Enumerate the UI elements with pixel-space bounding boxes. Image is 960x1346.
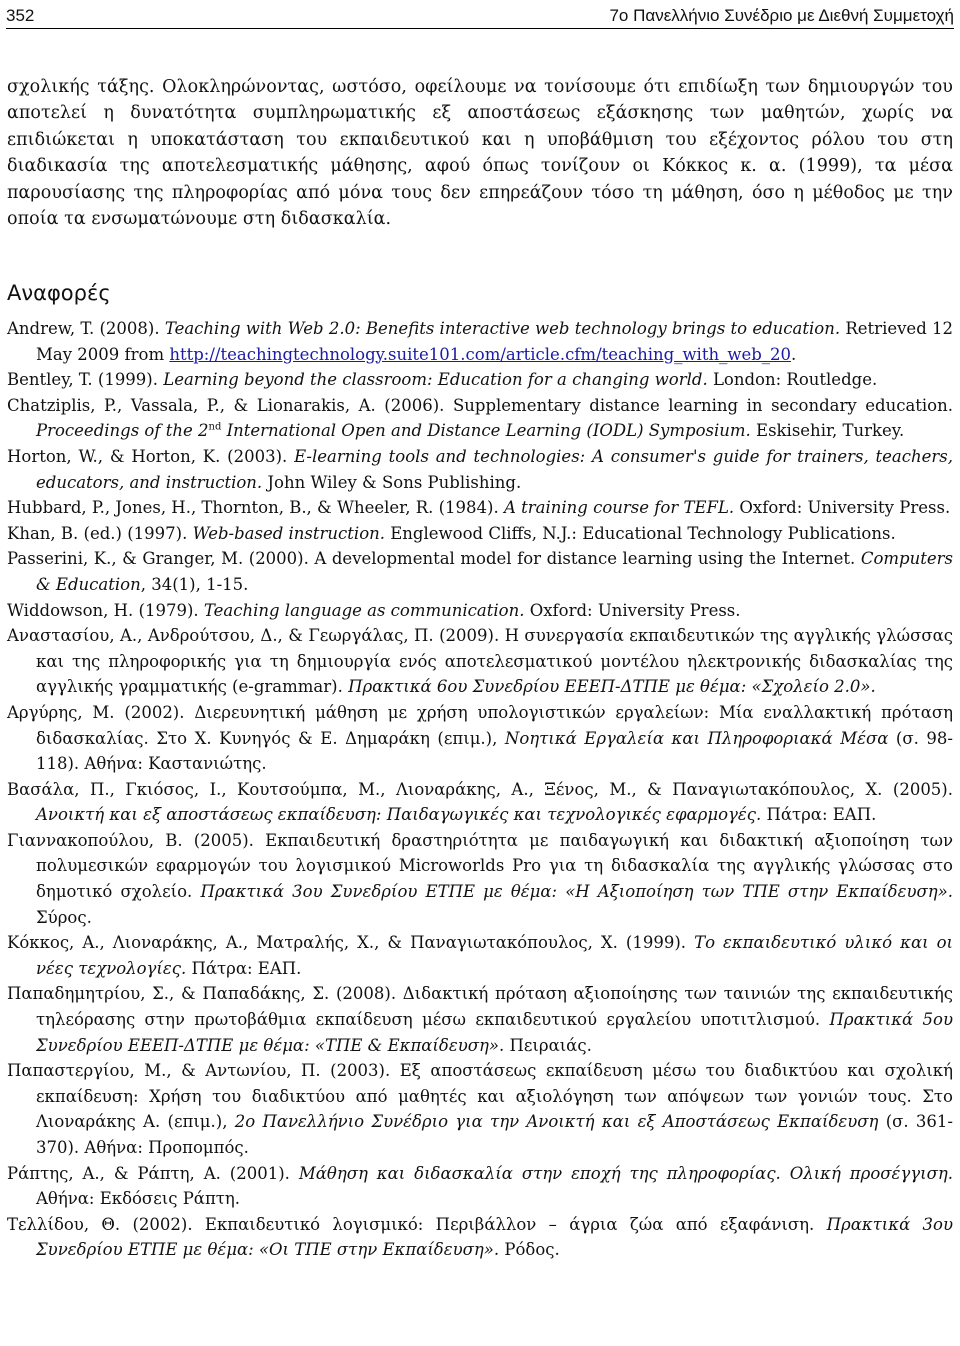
intro-paragraph: σχολικής τάξης. Ολοκληρώνοντας, ωστόσο, οφείλουμε να τονίσουμε ότι επιδίωξη των δημιουργών του αποτελεί η δυνατότητα συμπληρωματικής εξ αποστάσεως εξάσκησης των μαθητών, χωρίς να επιδιώκεται η υποκατάσταση του εκπαιδευτικού και η υποβάθμιση του εξέχοντος ρόλου του στη διαδικασία της αποτελεσματικής μάθησης, αφού όπως τονίζουν οι Κόκκος κ. α. (1999), τα μέσα παρουσίασης της πληροφορίας από μόνα τους δεν επηρεάζουν τόσο τη μάθηση, όσο η μέθοδος με την οποία τα ενσωματώνουμε στη διδασκαλία. [7,77,953,230]
reference-item: Passerini, K., & Granger, M. (2000). A developmental model for distance learning using the Internet. Computers & Education, 34(1), 1-15. [7,549,953,594]
reference-item: Chatziplis, P., Vassala, P., & Lionarakis, A. (2006). Supplementary distance learning in secondary education. Proceedings of the 2nd International Open and Distance Learning (IODL) Symposium. Eskisehir, Turkey. [7,395,953,441]
reference-item: Αργύρης, Μ. (2002). Διερευνητική μάθηση με χρήση υπολογιστικών εργαλείων: Μία εναλλακτική πρόταση διδασκαλίας. Στο Χ. Κυνηγός & Ε. Δημαράκη (επιμ.), Νοητικά Εργαλεία και Πληροφοριακά Μέσα (σ. 98-118). Αθήνα: Καστανιώτης. [7,702,953,774]
reference-title: Web-based instruction. [192,523,386,543]
reference-title: Learning beyond the classroom: Education for a changing world. [163,370,708,390]
reference-item: Παπαδημητρίου, Σ., & Παπαδάκης, Σ. (2008). Διδακτική πρόταση αξιοποίησης των ταινιών της εκπαιδευτικής τηλεόρασης στην πρωτοβάθμια εκπαίδευση μέσω εκπαιδευτικού εργαλείου υποτιτλισμού. Πρακτικά 5ου Συνεδρίου ΕΕΕΠ-ΔΤΠΕ με θέμα: «ΤΠΕ & Εκπαίδευση». Πειραιάς. [7,984,953,1055]
reference-item: Andrew, T. (2008). Teaching with Web 2.0: Benefits interactive web technology brings to education. Retrieved 12 May 2009 from http://teachingtechnology.suite101.com/article.cfm/teaching_with_web_20. [7,319,953,364]
reference-title: Το εκπαιδευτικό υλικό και οι νέες τεχνολογίες. [36,933,953,978]
reference-item: Παπαστεργίου, Μ., & Αντωνίου, Π. (2003). Εξ αποστάσεως εκπαίδευση μέσω του διαδικτύου και σχολική εκπαίδευση: Χρήση του διαδικτύου από μαθητές και αξιολόγηση των απόψεων των γονιών τους. Στο Λιοναράκης Α. (επιμ.), 2ο Πανελλήνιο Συνέδριο για την Ανοικτή και εξ Αποστάσεως Εκπαίδευση (σ. 361-370). Αθήνα: Προπομπός. [7,1061,954,1157]
reference-item: Widdowson, H. (1979). Teaching language as communication. Oxford: University Press. [7,600,741,620]
page-number: 352 [6,6,35,25]
reference-title: Teaching language as communication. [203,600,525,620]
reference-title: A training course for TEFL. [503,498,735,518]
reference-title: 2ο Πανελλήνιο Συνέδριο για την Ανοικτή και εξ Αποστάσεως Εκπαίδευση [234,1112,879,1132]
reference-item: Γιαννακοπούλου, Β. (2005). Εκπαιδευτική δραστηριότητα με παιδαγωγική και διδακτική αξιοποίηση των πολυμεσικών εφαρμογών του λογισμικού Microworlds Pro για τη διδασκαλία της αγγλικής γλώσσας στο δημοτικό σχολείο. Πρακτικά 3ου Συνεδρίου ΕΤΠΕ με θέμα: «Η Αξιοποίηση των ΤΠΕ στην Εκπαίδευση». Σύρος. [7,830,953,927]
reference-item: Khan, B. (ed.) (1997). Web-based instruction. Englewood Cliffs, N.J.: Educational Technology Publications. [7,523,896,543]
reference-item: Horton, W., & Horton, K. (2003). E-learning tools and technologies: A consumer's guide for trainers, teachers, educators, and instruction. John Wiley & Sons Publishing. [7,446,953,492]
reference-title: Πρακτικά 3ου Συνεδρίου ΕΤΠΕ με θέμα: «Οι ΤΠΕ στην Εκπαίδευση». [36,1214,953,1260]
ordinal-suffix: nd [208,421,222,433]
reference-title: Πρακτικά 3ου Συνεδρίου ΕΤΠΕ με θέμα: «Η Αξιοποίηση των ΤΠΕ στην Εκπαίδευση». [200,882,953,902]
reference-title: Ανοικτή και εξ αποστάσεως εκπαίδευση: Παιδαγωγικές και τεχνολογικές εφαρμογές. [36,805,762,825]
reference-title: Proceedings of the 2 [36,421,209,441]
reference-item: Bentley, T. (1999). Learning beyond the classroom: Education for a changing world. London: Routledge. [7,370,878,390]
reference-title: Computers & Education [36,549,953,594]
reference-item: Βασάλα, Π., Γκιόσος, Ι., Κουτσούμπα, Μ., Λιοναράκης, Α., Ξένος, Μ., & Παναγιωτακόπουλος, Χ. (2005). Ανοικτή και εξ αποστάσεως εκπαίδευση: Παιδαγωγικές και τεχνολογικές εφαρμογές. Πάτρα: ΕΑΠ. [7,779,953,825]
conference-title: 7ο Πανελλήνιο Συνέδριο με Διεθνή Συμμετοχή [609,6,954,25]
reference-item: Hubbard, P., Jones, H., Thornton, B., & Wheeler, R. (1984). A training course for TEFL. Oxford: University Press. [7,498,951,518]
reference-title: Teaching with Web 2.0: Benefits interactive web technology brings to education. [164,319,841,338]
reference-item: Ράπτης, Α., & Ράπτη, Α. (2001). Μάθηση και διδασκαλία στην εποχή της πληροφορίας. Ολική προσέγγιση. Αθήνα: Εκδόσεις Ράπτη. [7,1163,953,1209]
reference-title: Πρακτικά 5ου Συνεδρίου ΕΕΕΠ-ΔΤΠΕ με θέμα: «ΤΠΕ & Εκπαίδευση». [36,1010,953,1055]
reference-item: Αναστασίου, Α., Ανδρούτσου, Δ., & Γεωργάλας, Π. (2009). Η συνεργασία εκπαιδευτικών της αγγλικής γλώσσας και της πληροφορικής για τη δημιουργία ενός αποτελεσματικού μοντέλου ηλεκτρονικής διδασκαλίας της αγγλικής γραμματικής (e-grammar). Πρακτικά 6ου Συνεδρίου ΕΕΕΠ-ΔΤΠΕ με θέμα: «Σχολείο 2.0». [7,626,953,697]
reference-item: Κόκκος, Α., Λιοναράκης, Α., Ματραλής, Χ., & Παναγιωτακόπουλος, Χ. (1999). Το εκπαιδευτικό υλικό και οι νέες τεχνολογίες. Πάτρα: ΕΑΠ. [7,933,953,978]
reference-link[interactable]: http://teachingtechnology.suite101.com/article.cfm/teaching_with_web_20 [169,344,792,364]
reference-item: Τελλίδου, Θ. (2002). Εκπαιδευτικό λογισμικό: Περιβάλλον – άγρια ζώα από εξαφάνιση. Πρακτικά 3ου Συνεδρίου ΕΤΠΕ με θέμα: «Οι ΤΠΕ στην Εκπαίδευση». Ρόδος. [7,1214,953,1260]
reference-title: Μάθηση και διδασκαλία στην εποχή της πληροφορίας. Ολική προσέγγιση. [298,1163,953,1183]
reference-title-cont: International Open and Distance Learning (IODL) Symposium. [221,421,751,441]
running-header [6,4,954,29]
reference-title: E-learning tools and technologies: A consumer's guide for trainers, teachers, educators, and instruction. [36,446,953,492]
reference-title: Νοητικά Εργαλεία και Πληροφοριακά Μέσα [504,728,889,748]
references-heading: Αναφορές [7,281,111,305]
references-list [7,316,953,1263]
reference-title: Πρακτικά 6ου Συνεδρίου ΕΕΕΠ-ΔΤΠΕ με θέμα: «Σχολείο 2.0». [348,677,876,697]
